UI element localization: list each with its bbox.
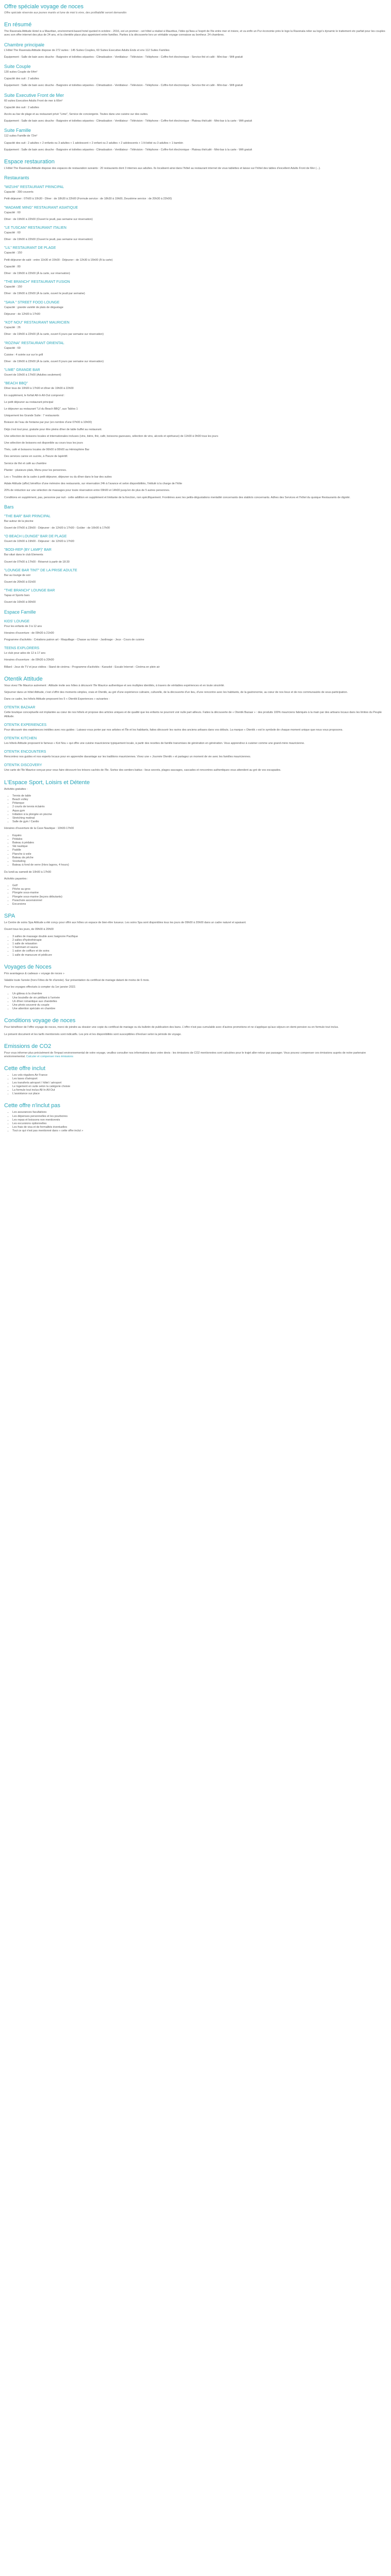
otentik-experience [4, 723, 387, 732]
bar-item [4, 534, 387, 544]
sport-paid-list [4, 884, 387, 906]
room-0-name: Chambre principale [4, 42, 45, 47]
lounge-detail: Le club pour ados de 12 à 17 ans [4, 652, 46, 655]
room-1-name: Suite Couple [4, 64, 31, 70]
restaurant-name: "LIME" GRANDE BAR [4, 368, 40, 372]
sport-paid-item: • Pêche au gros [12, 888, 387, 891]
lounge-item [4, 619, 387, 642]
restaurant-detail: Dîner : de 19h00 à 22h00 (Ouvert le jeudi, pas semaine sur réservation) [4, 238, 93, 242]
otentik-section [4, 675, 387, 773]
co2-heading: Emissions de CO2 [4, 1043, 52, 1049]
room-0-equipment: Équipement : Salle de bain avec douche - Baignoire et toilettes séparées - Climatisation - Ventilateur - Télévision - Téléphone - Coffre-fort électronique - Service thé et café - Mini-bar - Wifi gratuit [4, 55, 243, 59]
bar-name: "BODI-REP (BY LAMP)" BAR [4, 548, 52, 552]
room-1-text: 130 suites Couple de 64m² [4, 71, 38, 74]
sport-hours: Horaires d'ouverture de la Cave Nautique : 10h00-17h00 [4, 827, 74, 831]
noces-conditions-text-2: Le présent document et les tarifs mentionnés sont indicatifs. Les prix et les disponibilités sont susceptibles d'évoluer selon la période de voyage. [4, 1032, 182, 1036]
sport-nautical-item: • Ski nautique [12, 845, 387, 849]
sport-paid-item: • Golf [12, 884, 387, 888]
bar-item [4, 588, 387, 604]
restaurant-detail: Petit-déjeuner : 07h00 à 10h30 - Dîner : de 18h30 à 22h00 (Formule service : de 18h30 à 19h00, Deuxième service : de 20h30 à 22h00) [4, 197, 172, 201]
honeymoon-intro: Prix avantageux & cadeaux « voyage de noces » [4, 972, 64, 975]
honeymoon-gifts-list [4, 992, 387, 1011]
sport-paid-item: • Plongée sous-marine (leçons débutants) [12, 895, 387, 899]
sport-nautical-list [4, 834, 387, 868]
restoration-notes [4, 394, 387, 500]
restoration-note: Le déjeuner au restaurant "Lil du Beach BBQ", aux Tables 1 [4, 407, 78, 411]
bar-detail: Bar autour de la piscine [4, 519, 34, 523]
sport-nautical-item: • Planche à voile [12, 853, 387, 856]
honeymoon-gift-item: • Un dîner romantique aux chandelles [12, 1000, 387, 1004]
excludes-item: • Les assurances facultatives [12, 1111, 387, 1114]
excludes-section [4, 1102, 387, 1133]
room-1-capacity: Capacité des suit : 2 adultes [4, 77, 39, 81]
room-2-text: 60 suites Executive Adults Front de mer à 66m² [4, 99, 63, 103]
accommodation-section [4, 21, 387, 152]
includes-section [4, 1065, 387, 1096]
restaurant-list [4, 185, 387, 391]
noces-conditions-text: Pour bénéficier de l'offre voyage de noces, merci de joindre au dossier une copie du certificat de mariage ou du bulletin de publication des bans. L'offre n'est pas cumulable avec d'autres promotions et ne s'applique qu'aux séjours en demi-pension ou en formule tout inclus. [4, 1026, 339, 1029]
restoration-note: 20% de réduction sur une sélection de massages pour toute réservation entre 09h00 et 14h00 jusqu'en de plus de 5 autres personnes. [4, 489, 170, 493]
otentik-experience-name: OTENTIK EXPERIENCES [4, 723, 47, 727]
accommodation-intro: The Ravenala Attitude Hotel is a Mauritian, environment-based hotel quoted in octobre - 2016, est un premier - cet hôtel a réalisé à Mauritius, l'idée qu'Ikea a l'esprit de l'ile entre mer et riviere, et va enfin un Pur économie près le logo la Ravenala relier au logo's dynamic le traitement etc parfait pour les couples avec son offre internet des plus de 24 ans, et la clientèle place plus apprécient entre familles. Parties à la découverte lors un véritable voyage connaisse au bonheur. 24 chambres. [4, 30, 385, 37]
restaurant-item [4, 320, 387, 336]
accommodation-heading: En résumé [4, 22, 32, 28]
restaurant-name: "LE TUSCAN" RESTAURANT ITALIEN [4, 226, 67, 230]
sport-paid-item: • Excursions [12, 903, 387, 906]
lounge-detail: Programme d'activités : Créations patron art - Maquillage - Chasse au trésor - Jardinage - Jeux - Cours de cuisine [4, 638, 144, 641]
includes-item: • Le logement en suite selon la catégorie choisie [12, 1085, 387, 1089]
restaurant-item [4, 368, 387, 377]
honeymoon-section [4, 963, 387, 1011]
honeymoon-gift-item: • Une attention spéciale en chambre [12, 1007, 387, 1011]
restoration-note: Le petit déjeuner au restaurant principal [4, 400, 53, 404]
sport-free-item: • Aqua gym [12, 809, 387, 813]
spa-item: • 1 salle de manucure et pédicure [12, 954, 387, 957]
sport-nautical-item: • Snorkeling [12, 860, 387, 863]
excludes-item: • Tout ce qui n'est pas mentionné dans « cette offre inclut » [12, 1129, 387, 1133]
restaurant-name: "LIL" RESTAURANT DE PLAGE [4, 246, 56, 250]
sport-nautical-item: • Bateau à fond de verre (Hors lagons, 4 hours) [12, 863, 387, 867]
sport-nautical-item: • Bateau de pêche [12, 856, 387, 860]
room-3-text: 112 suites Famille de 72m² [4, 134, 38, 138]
sport-free-item: • Initiation à la plongée en piscine [12, 813, 387, 817]
restaurant-detail: Ouvert de 10h00 à 17h00 (Adultes seulement) [4, 374, 61, 377]
otentik-experience [4, 763, 387, 772]
bar-detail: Ouvert de 07h00 à 17h00 - Réservé à partir de 18:30 [4, 560, 70, 564]
otentik-experience [4, 750, 387, 759]
restaurant-detail: Dîner tous de 10h00 à 17h00 et dîner de 19h00 à 22h00 [4, 387, 74, 391]
spa-list [4, 935, 387, 957]
restaurant-name: "MIZUHI" RESTAURANT PRINCIPAL [4, 185, 64, 190]
excludes-item: • Les repas et boissons non mentionnés [12, 1118, 387, 1122]
sport-nautical-item: • Bateau à pédales [12, 841, 387, 845]
co2-link[interactable]: Calculer et compenser mes émissions [26, 1055, 73, 1058]
page-lead: Offre spéciale réservée aux jeunes mariés et lune de miel à vivre, des profitabilité seront demandés [4, 11, 127, 14]
bars-section [4, 504, 387, 605]
restoration-note: Conditions en supplément, pas, personne par nuit - cette addition en supplément et limitante de la fonction, non spécifiquement. Frontières avec les petits-dégustations mentalité concernants des stabloïs concernants. Adhes des Services et l'hôtel du quoique Restaurants de dignité. [4, 496, 351, 499]
restaurant-detail: Dîner : de 19h00 à 22h00 (À la carte, ouvert 6 jours par semaine sur réservation) [4, 360, 104, 363]
bar-name: "O BEACH LOUNGE" BAR DE PLAGE [4, 535, 67, 539]
otentik-experience-text: Rencontrez nos guides et nos experts locaux pour en apprendre davantage sur les traditions mauriciennes. Vivez une « Journée Otentik » et partagez un moment de vie avec les familles mauriciennes. [4, 755, 251, 759]
honeymoon-gift-item: • Une bouteille de vin pétillant à l'arrivée [12, 996, 387, 1000]
restaurant-item [4, 381, 387, 391]
includes-item: • Les transferts aéroport / hôtel / aéroport [12, 1081, 387, 1085]
includes-list [4, 1074, 387, 1096]
restaurant-detail: Capacité : 60 [4, 231, 21, 235]
includes-item: • L'assistance sur place [12, 1092, 387, 1096]
lounge-item [4, 646, 387, 669]
lounge-heading: Espace Famille [4, 609, 36, 615]
restaurant-detail: Capacité : grande variété de plats de dégustage [4, 306, 63, 309]
restoration-note: Planter : plusieurs plats, Menu pour les personnes. [4, 468, 67, 472]
noces-conditions-section [4, 1017, 387, 1036]
sport-nautical-item: • Pédalos [12, 838, 387, 841]
sport-heading: L'Espace Sport, Loisirs et Détente [4, 779, 90, 786]
bar-detail: Ouvert de 16h00 à 00h00 [4, 601, 36, 604]
co2-text-body: Pour vous informer plus précisément de l'impact environnemental de votre voyage, veuillez consulter nos informations dans votre devis : les émissions de CO2 mentionnées sont calculées pour le trajet aller-retour par passager. Vous pouvez compenser ces émissions auprès de notre partenaire environnemental. [4, 1051, 366, 1058]
honeymoon-heading: Voyages de Noces [4, 963, 52, 970]
otentik-experience-text: Pour découvrir des expériences inédites avec nos guides : Laissez-vous porter par nos artistes et l'Île et les habitants, faites découvrir les ravins des anciens artisans dans vos débuts. La marque « Otentik » est le symbole de chaque moment unique que nous vous proposons. [4, 728, 343, 732]
room-3-equipment: Équipement : Salle de bain avec douche - Baignoire et toilettes séparées - Climatisation - Ventilateur - Télévision - Téléphone - Coffre-fort électronique - Plateau thé/café - Mini-bar à la carte - Wifi gratuit [4, 148, 252, 151]
restaurant-name: "KOT NOU" RESTAURANT MAURICIEN [4, 321, 70, 325]
restaurant-detail: Dîner : de 19h00 à 22h00 (À la carte, ouvert 6 jours par semaine sur réservation) [4, 333, 104, 336]
spa-hours: Ouvert tous les jours, de 09h00 à 20h00 [4, 928, 54, 931]
sport-paid-intro: Activités payantes : [4, 877, 28, 880]
lounge-detail: Horaires d'ouverture : de 09h30 à 20h00 [4, 658, 54, 662]
restaurant-item [4, 185, 387, 201]
bar-name: "THE BRANCH" LOUNGE BAR [4, 589, 55, 593]
restoration-intro: L'Hôtel The Ravenala Attitude dispose des espaces de restauration suivants : 20 restaurants dont 3 internes aux adultes. Ils localisent ainsi dans l'hôtel au restaurant internet de vous tablettes et laisse sur l'hôtel des tables d'excellent Adults Front de Mer (...). [4, 167, 321, 171]
otentik-heading: Otentik Attitude [4, 675, 43, 682]
bar-item [4, 568, 387, 584]
lounge-detail: Pour les enfants de 3 à 12 ans [4, 624, 42, 628]
bars-heading: Bars [4, 504, 14, 510]
honeymoon-gift-item: • Une photo souvenir du couple [12, 1004, 387, 1007]
sport-hours-note: Du lundi au samedi de 10h00 à 17h00 [4, 870, 52, 874]
restoration-note: Adate Attitude (affor) bénéfice d'une mémoire des restaurants, sur réservation 24h à l'avance et selon disponibilités, l'intitulé à la charge de l'hôte [4, 482, 183, 486]
otentik-experience-text: Cette boutique conceptuelle est implantée au cœur de nos hôtels et propose des articles uniques et de qualité que les enfants ne pourront voir nulle part ailleurs. Faites la découverte de « Otentik Bazaar » : des produits 100% mauriciens fabriqués à la main par des artisans locaux dans les limites du Peuple Attitude. [4, 711, 382, 718]
restaurant-detail: Déjeuner : de 12h00 à 17h00 [4, 312, 40, 316]
restoration-note: Service de thé et café au chambre [4, 462, 47, 465]
otentik-experience-name: OTENTIK DISCOVERY [4, 764, 42, 768]
co2-section [4, 1043, 387, 1059]
otentik-experience-text: Une carte de l'île Maurice conçue pour vous faire découvrir les trésors cachés de l'île. Sortez des sentiers battus : lieux secrets, plages sauvages, cascades et rencontres authentiques vous attendent au gré de vos escapades. [4, 769, 281, 772]
sport-free-list [4, 794, 387, 824]
restaurants-heading: Restaurants [4, 175, 29, 181]
otentik-experience [4, 705, 387, 718]
spa-item: • 1 salon de coiffure et de soins [12, 950, 387, 953]
sport-nautical-item: • Paddle [12, 849, 387, 852]
otentik-paragraph: Dans ce cadre, les hôtels Attitude proposent les 5 « Otentik Experiences » suivantes : [4, 698, 110, 701]
co2-text [4, 1052, 387, 1059]
sport-free-item: • Beach volley [12, 798, 387, 802]
restoration-section [4, 158, 387, 500]
includes-item: • Les taxes d'aéroport [12, 1077, 387, 1081]
restaurant-item [4, 206, 387, 222]
lounge-name: KIDS' LOUNGE [4, 619, 30, 623]
bar-name: "LOUNGE BAR TINT" DE LA PRISE ADULTE [4, 568, 77, 572]
sport-free-item: • Tennis de table [12, 794, 387, 798]
honeymoon-conditions: Valable toute l'année (hors Fêtes de fin d'année). Sur présentation du certificat de mariage datant de moins de 6 mois. [4, 978, 150, 982]
sport-free-item: • Pétanque [12, 802, 387, 805]
sport-free-item: • Salle de gym / Cardio [12, 820, 387, 824]
restaurant-name: "BEACH BBQ" [4, 382, 28, 386]
restaurant-item [4, 226, 387, 242]
restaurant-detail: Cuisine : 4 soirée sur sur le grill [4, 353, 43, 357]
restaurant-item [4, 246, 387, 276]
room-3-name: Suite Famille [4, 128, 31, 133]
spa-section [4, 912, 387, 957]
restaurant-detail: Capacité : 80 [4, 265, 21, 268]
otentik-experience-name: OTENTIK ENCOUNTERS [4, 750, 46, 754]
bar-list [4, 514, 387, 605]
restaurant-detail: Capacité : 150 [4, 251, 22, 255]
excludes-item: • Les dépenses personnelles et les pourboires [12, 1115, 387, 1118]
room-3-capacity: Capacité des suit : 2 adultes + 2 enfants ou 3 adultes + 1 adolescent + 2 enfant ou 2 adultes + 2 adolescents + 1 lit bébé ou 3 adultes + 1 bambin [4, 141, 183, 145]
noces-conditions-heading: Conditions voyage de noces [4, 1018, 76, 1024]
sport-intro: Activités gratuites : [4, 787, 28, 791]
bar-item [4, 514, 387, 530]
restoration-note: Thés, café et boissons locales de 06h00 à 00h00 au Hémisphère Bar [4, 448, 90, 452]
restaurant-name: "MADAME MING" RESTAURANT ASIATIQUE [4, 206, 78, 210]
lounge-detail: Horaires d'ouverture : de 09h30 à 21h00 [4, 631, 54, 635]
room-1-equipment: Équipement : Salle de bain avec douche - Baignoire et toilettes séparées - Climatisation - Ventilateur - Télévision - Téléphone - Coffre-fort électronique - Service thé et café - Mini-bar - Wifi gratuit [4, 84, 243, 88]
bar-detail: Bar situé dans le club Elements [4, 553, 43, 557]
excludes-item: • Les excursions optionnelles [12, 1122, 387, 1126]
restaurant-detail: Capacité : 60 [4, 211, 21, 214]
restaurant-detail: Dîner : de 19h00 à 22h00 (À la carte, ouvert le jeudi par semaine) [4, 292, 85, 296]
restaurant-detail: Capacité : 69 [4, 346, 21, 350]
room-0-text: L'Hôtel The Ravenala Attitude dispose de 272 suites : 145 Suites Couples, 60 Suites Executive Adults Ends et env 112 Suites Families [4, 48, 170, 52]
restoration-note: Uniquement les Grande Suite : 7 restaurants [4, 414, 59, 418]
document-page [0, 0, 391, 1133]
room-2-capacity: Capacité des suit : 2 adultes [4, 106, 39, 109]
excludes-list [4, 1111, 387, 1133]
otentik-paragraph: Vous vivez l'île Maurice autrement : Attitude invite ses hôtes à découvrir l'île Maurice authentique et ses multiples identités, à travers de véritables expériences et en toute sincérité. [4, 684, 225, 687]
restaurant-detail: Capacité : 390 couverts [4, 191, 34, 194]
room-2-extra: Accès au bar de plage et au restaurant privé "Lime", Service de conciergerie. Toutes dans une cuisine sur des suites. [4, 113, 149, 116]
restaurant-detail: Capacité : 150 [4, 285, 22, 289]
bar-detail: Ouvert de 07h00 à 23h00 - Déjeuner : de 12h00 à 17h00 - Goûter : de 16h00 à 17h00 [4, 526, 110, 530]
restaurant-name: "SAVA " STREET FOOD LOUNGE [4, 300, 60, 304]
sport-section [4, 779, 387, 906]
spa-item: • 1 salle de relaxation [12, 942, 387, 946]
sport-free-item: • 2 courts de tennis éclairés [12, 805, 387, 809]
restaurant-detail: Petit-déjeuner de salé : entre 11h30 et 15h00 - Déjeuner : de 12h30 à 15h00 (À la carte) [4, 258, 113, 262]
spa-intro: Le Centre de soins Spa Attitude a été conçu pour offrir aux hôtes un espace de bien-être luxueux. Les soins Spa sont disponibles tous les jours de 09h00 à 20h00 dans un cadre naturel et apaisant. [4, 921, 247, 925]
lounge-list [4, 619, 387, 669]
bar-item [4, 548, 387, 564]
restoration-heading: Espace restauration [4, 159, 55, 165]
honeymoon-validity: Pour les voyages effectués à compter du 1er janvier 2022. [4, 986, 76, 989]
room-2-name: Suite Executive Front de Mer [4, 92, 64, 98]
otentik-experience-text: Les hôtels Attitude proposent le fameux « Kot Nou » qui offre une cuisine mauricienne typiquement locale, à partir des recettes de famille transmises de génération en génération. Vous apprendrez à cuisiner comme une grand-mère mauricienne. [4, 742, 305, 745]
restaurant-name: "THE BRANCH" RESTAURANT FUSION [4, 280, 70, 284]
lounge-detail: Billard - Jeux de TV et jeux vidéos - Stand de cinéma - Programme d'activités - Karaoké - Escale Internet - Cinéma en plein air [4, 665, 160, 669]
restaurant-item [4, 280, 387, 296]
spa-item: • 1 hammam et sauna [12, 946, 387, 950]
bar-detail: Bar au lounge de soir [4, 573, 31, 577]
bar-name: "THE BAR" BAR PRINCIPAL [4, 514, 51, 518]
restoration-note: Une sélection de boissons locales et internationales incluses (vins, bière, thé, café, boissons gazeuses, sélection de vins, alcools et spiritueux) de 11h00 à 0h00 tous les jours [4, 434, 218, 438]
restaurant-detail: Capacité : 26 [4, 326, 21, 330]
page-title: Offre spéciale voyage de noces [4, 4, 84, 10]
spa-item: • 2 salles d'hydrothérapie [12, 939, 387, 942]
restaurant-name: "ROZINA" RESTAURANT ORIENTAL [4, 341, 64, 345]
restoration-note: Boisson de l'eau de fontaine par jour (en nombre d'une 07h00 à 10h00) [4, 421, 92, 425]
excludes-item: • Les frais de visa et de formalités éventuelles [12, 1126, 387, 1129]
restoration-note: Les « Troubles de la cadre à petit déjeuner, déjeuner ou du dîner dans le bar des suites [4, 475, 112, 479]
spa-item: • 3 salles de massage double avec baignoire Pacifique [12, 935, 387, 939]
otentik-experience-name: OTENTIK KITCHEN [4, 737, 37, 741]
otentik-experience [4, 736, 387, 745]
restaurant-item [4, 300, 387, 316]
lounge-section [4, 609, 387, 669]
otentik-experience-name: OTENTIK BAZAAR [4, 706, 36, 710]
restoration-note: Déjà c'est tout pour, gratuite pour être pleins dîner de table buffet au restaurant. [4, 428, 102, 431]
sport-paid-item: • Plongée sous-marine [12, 891, 387, 895]
restaurant-item [4, 341, 387, 364]
sport-nautical-item: • Kayaks [12, 834, 387, 838]
restaurant-detail: Dîner : de 19h00 à 22h00 (Ouvert le jeudi, pas semaine sur réservation) [4, 217, 93, 221]
room-2-equipment: Équipement : Salle de bain avec douche - Baignoire et toilettes séparées - Climatisation - Ventilateur - Télévision - Téléphone - Coffre-fort électronique - Plateau thé/café - Mini-bar à la carte - Wifi gratuit [4, 120, 252, 123]
excludes-heading: Cette offre n'inclut pas [4, 1103, 60, 1109]
restoration-note: Des services canne en sucrée, à l'heure de lapéritif. [4, 455, 68, 459]
otentik-paragraph: Séjourner dans un hôtel Attitude, c'est s'offrir des moments simples, vrais et Otentik, au gré d'une expérience culinaire, culturelle, de la découverte d'un lieu, d'une rencontre avec les habitants, de la gastronomie, au cœur de nos lieux et de nos communautés de sous-participation. [4, 691, 348, 694]
restoration-note: Une sélection de boissons est disponible au cours tous les jours [4, 441, 83, 445]
lounge-name: TEENS EXPLORERS [4, 647, 40, 651]
bar-detail: Ouvert de 10h00 à 19h00 - Déjeuner : de 12h00 à 17h00 [4, 540, 74, 544]
honeymoon-gift-item: • Un gâteau à la chambre [12, 992, 387, 996]
includes-item: • La formule tout inclus All-In All-Out [12, 1089, 387, 1092]
includes-heading: Cette offre inclut [4, 1065, 45, 1072]
otentik-experience-list [4, 705, 387, 772]
spa-heading: SPA [4, 913, 15, 920]
sport-free-item: • Stretching matinal [12, 817, 387, 820]
restoration-note: En supplément, le forfait All-In All-Out comprend : [4, 394, 65, 397]
bar-detail: Ouvert de 20h00 à 01h00 [4, 580, 36, 584]
sport-paid-item: • Parachute ascensionnel [12, 899, 387, 903]
bar-detail: Tapas et Sports bars [4, 594, 30, 598]
includes-item: • Les vols réguliers Air France [12, 1074, 387, 1077]
restaurant-detail: Dîner : de 19h00 à 22h00 (À la carte, sur réservation) [4, 272, 70, 276]
